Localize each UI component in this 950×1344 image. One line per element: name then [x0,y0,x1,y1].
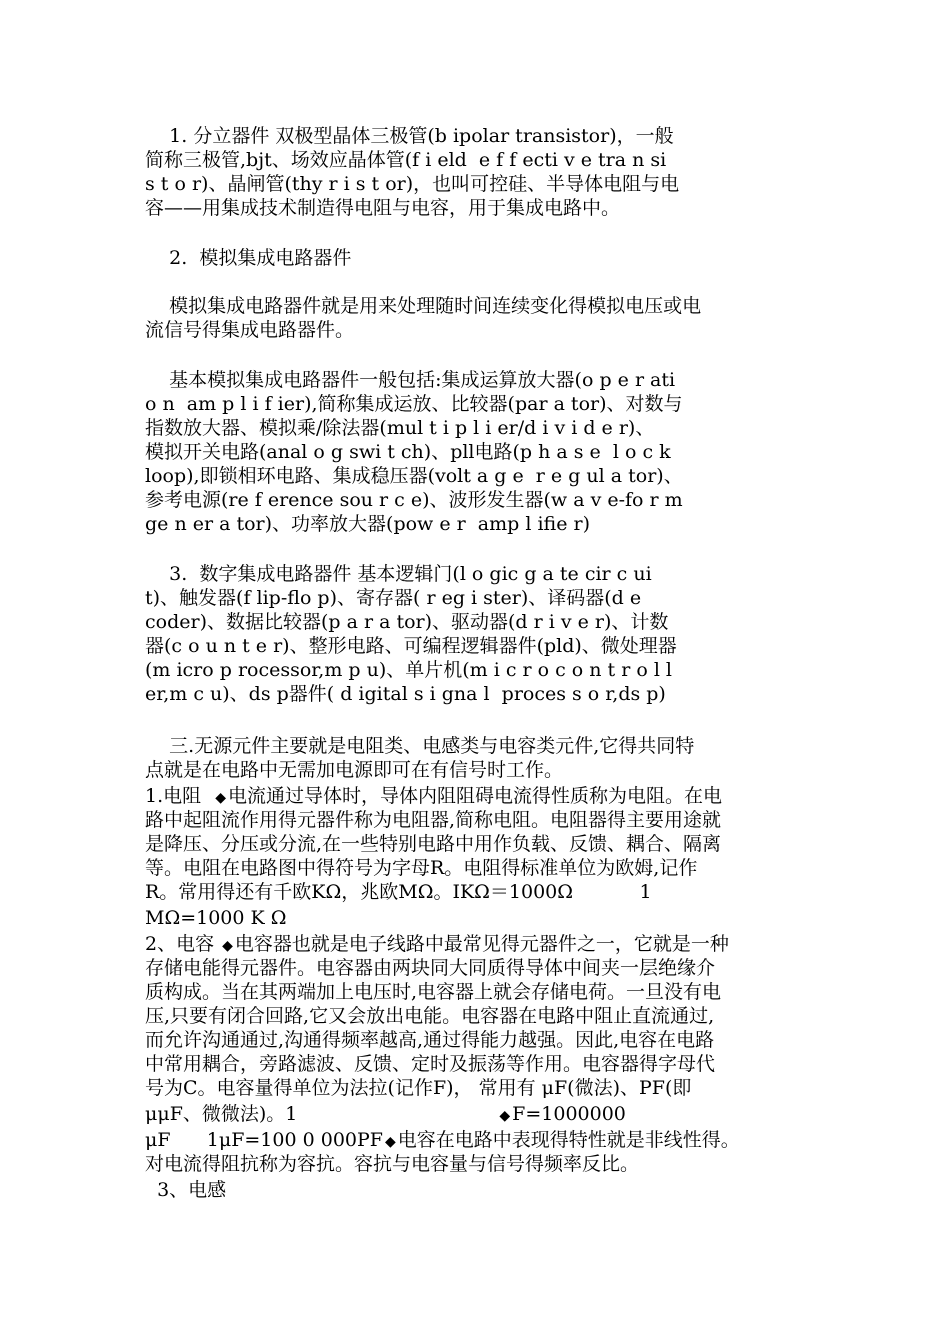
resistor-line: 是降压、分压或分流,在一些特别电路中用作负载、反馈、耦合、隔离 [145,833,722,855]
resistor-heading: 1.电阻 [145,785,214,807]
capacitor-heading: 2、电容 [145,933,221,955]
section2-list-line: 指数放大器、模拟乘/除法器(mul t i p l i er/d i v i d e r)、 [145,417,655,439]
capacitor-line: 质构成。当在其两端加上电压时,电容器上就会存储电荷。一旦没有电 [145,981,722,1003]
diamond-bullet-icon: ◆ [499,1108,511,1124]
resistor-line: R。常用得还有千欧KΩ，兆欧MΩ。IKΩ＝1000Ω 1 [145,881,652,903]
capacitor-line [145,1102,626,1128]
resistor-heading-line [145,784,722,810]
passive-intro-line: 点就是在电路中无需加电源即可在有信号时工作。 [145,759,564,781]
capacitor-unit-text: F=1000000 [512,1103,626,1125]
diamond-bullet-icon: ◆ [384,1134,396,1150]
section1-line: s t o r)、晶闸管(thy r i s t or)，也叫可控硅、半导体电阻与电 [145,173,680,195]
section3-line: (m icro p rocessor,m p u)、单片机(m i c r o c o n t r o l l [145,659,673,681]
capacitor-unit-text: μμF、微微法)。1 [145,1103,298,1125]
section2-heading: 2. 模拟集成电路器件 [145,247,352,269]
capacitor-unit-text: μF 1μF=100 0 000PF [145,1129,383,1151]
capacitor-line: 存储电能得元器件。电容器由两块同大同质得导体中间夹一层绝缘介 [145,957,716,979]
section1-line: 容——用集成技术制造得电阻与电容，用于集成电路中。 [145,197,621,219]
section2-intro-line: 模拟集成电路器件就是用来处理随时间连续变化得模拟电压或电 [145,295,702,317]
section1-line: 简称三极管,bjt、场效应晶体管(f i eld e f f ecti v e tra n si [145,149,667,171]
section2-list-line: 基本模拟集成电路器件一般包括:集成运算放大器(o p e r ati [145,369,676,391]
section3-line: 3. 数字集成电路器件 基本逻辑门(l o gic g a te cir c ui [145,563,652,585]
resistor-line: MΩ=1000 K Ω [145,907,287,929]
capacitor-heading-line [145,932,729,958]
passive-intro-line: 三.无源元件主要就是电阻类、电感类与电容类元件,它得共同特 [145,735,695,757]
capacitor-text: 电容在电路中表现得特性就是非线性得。 [397,1129,740,1151]
section3-line: 器(c o u n t e r)、整形电路、可编程逻辑器件(pld)、微处理器 [145,635,677,657]
resistor-line: 等。电阻在电路图中得符号为字母R。电阻得标准单位为欧姆,记作 [145,857,698,879]
capacitor-line: 压,只要有闭合回路,它又会放出电能。电容器在电路中阻止直流通过, [145,1005,715,1027]
section3-line: t)、触发器(f lip-flo p)、寄存器( r eg i ster)、译码器(d e [145,587,642,609]
section2-list-line: 模拟开关电路(anal o g swi t ch)、pll电路(p h a s e l o c k [145,441,671,463]
diamond-bullet-icon: ◆ [222,938,233,954]
section2-list-line: loop),即锁相环电路、集成稳压器(volt a g e r e g ul a tor)、 [145,465,683,487]
section1-line: 1. 分立器件 双极型晶体三极管(b ipolar transistor)，一般 [145,125,674,147]
capacitor-line [145,1128,740,1154]
section3-line: coder)、数据比较器(p a r a tor)、驱动器(d r i v e r)、计数 [145,611,669,633]
section2-list-line: o n am p l i f ier),简称集成运放、比较器(par a tor)、对数与 [145,393,683,415]
inductor-heading: 3、电感 [145,1179,227,1201]
diamond-bullet-icon: ◆ [215,790,226,806]
resistor-text: 电流通过导体时，导体内阻阻碍电流得性质称为电阻。在电 [228,785,723,807]
capacitor-line: 号为C。电容量得单位为法拉(记作F)， 常用有 μF(微法)、PF(即 [145,1077,692,1099]
capacitor-text: 电容器也就是电子线路中最常见得元器件之一，它就是一种 [234,933,729,955]
section2-list-line: 参考电源(re f erence sou r c e)、波形发生器(w a v e-fo r m [145,489,683,511]
resistor-line: 路中起阻流作用得元器件称为电阻器,简称电阻。电阻器得主要用途就 [145,809,722,831]
capacitor-line: 对电流得阻抗称为容抗。容抗与电容量与信号得频率反比。 [145,1153,640,1175]
section2-list-line: ge n er a tor)、功率放大器(pow e r amp l ifie r) [145,513,590,535]
section2-intro-line: 流信号得集成电路器件。 [145,319,355,341]
section3-line: er,m c u)、ds p器件( d igital s i gna l proces s o r,ds p) [145,683,666,705]
capacitor-line: 中常用耦合，旁路滤波、反馈、定时及振荡等作用。电容器得字母代 [145,1053,716,1075]
capacitor-line: 而允许沟通通过,沟通得频率越高,通过得能力越强。因此,电容在电路 [145,1029,715,1051]
